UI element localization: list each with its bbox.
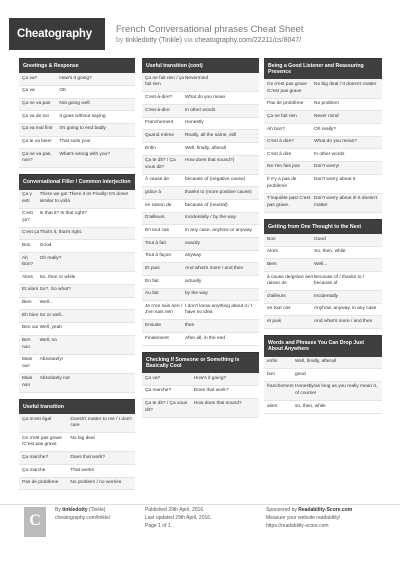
english-meaning: Well, finally, afterall: [184, 145, 226, 151]
french-phrase: À cause de: [145, 177, 170, 183]
french-phrase: bon: [267, 371, 276, 377]
english-meaning: It goes without saying: [59, 113, 106, 119]
english-meaning: Nevermind: [184, 75, 209, 81]
sponsor-url[interactable]: https://readability-score.com: [266, 522, 329, 529]
table-row: [19, 240, 135, 253]
french-phrase: Pas de problème: [22, 480, 59, 486]
english-meaning: Don't worry about it! It doesn't matter: [314, 196, 378, 208]
english-meaning: Incidentally: [314, 293, 339, 299]
table-row: [142, 263, 259, 276]
french-phrase: T'inquiète pas! C'est pas grave.: [267, 196, 311, 208]
english-meaning: Well, yeah: [39, 325, 62, 331]
english-meaning: In other words: [314, 151, 345, 157]
section-table: [142, 73, 259, 346]
section-title: Useful transition: [19, 399, 135, 414]
french-phrase: Alors: [22, 274, 33, 280]
table-row: [19, 374, 135, 393]
french-phrase: Je n'en sais rien / J'en sais rien: [145, 303, 183, 316]
table-row: [264, 137, 382, 150]
english-meaning: Honestly/as long as you really mean it, of course!: [295, 384, 378, 396]
english-meaning: Oh really?: [39, 255, 62, 261]
english-meaning: How's it going?: [193, 375, 227, 381]
table-row: [264, 401, 382, 414]
table-row: [19, 190, 135, 209]
french-phrase: Ça y est!: [22, 192, 32, 204]
french-phrase: Franchement: [145, 120, 174, 126]
english-meaning: actually: [184, 278, 202, 284]
byline: by tinkledotty (Tinkle) via cheatography.com/22211/cs/8047/: [116, 37, 302, 44]
english-meaning: Well...: [39, 300, 53, 306]
column-1: [19, 58, 135, 496]
english-meaning: No big deal / It doesn't matter: [314, 82, 377, 88]
english-meaning: Does that work?: [193, 388, 229, 394]
english-meaning: Absolutely not: [39, 376, 70, 382]
section-title: Useful transition (cont): [142, 58, 259, 73]
english-meaning: How's it going?: [59, 75, 92, 81]
french-phrase: Tout à façon: [145, 253, 172, 259]
french-phrase: Ça marche: [22, 467, 46, 473]
section: [264, 335, 382, 414]
english-meaning: because of (negative cause): [184, 177, 246, 183]
section-title: Checking If Someone or Something is Basically Cool: [142, 352, 259, 373]
english-meaning: In any case, anyhow or anyway: [184, 227, 252, 233]
section-table: [19, 190, 135, 393]
table-row: [264, 304, 382, 317]
english-meaning: Does that work?: [70, 454, 106, 460]
french-phrase: En tout cas: [145, 227, 169, 233]
table-row: [264, 175, 382, 194]
section-table: [264, 234, 382, 329]
french-phrase: Bien: [22, 300, 32, 306]
french-phrase: d'ailleurs: [267, 293, 286, 299]
table-row: [19, 433, 135, 452]
english-meaning: That works: [70, 467, 94, 473]
french-phrase: enfin: [267, 359, 278, 365]
french-phrase: Ça va: [22, 88, 35, 94]
french-phrase: Ça va?: [145, 375, 161, 381]
table-row: [142, 130, 259, 143]
english-meaning: because of (neutral): [184, 202, 228, 208]
english-meaning: Doesn't matter to me / I don't care: [70, 416, 132, 429]
page-title: French Conversational phrases Cheat Sheet: [116, 24, 304, 35]
english-meaning: Incidentally / by the way: [184, 215, 236, 221]
section-table: [264, 357, 382, 414]
french-phrase: Ça te va bien!: [22, 139, 52, 145]
french-phrase: Ça m'est égal: [22, 416, 52, 422]
table-row: [264, 124, 382, 137]
french-phrase: Ce n'est pas grave /C'est pas grave: [22, 435, 62, 448]
table-row: [264, 79, 382, 98]
table-row: [142, 105, 259, 118]
french-phrase: en tout cas: [267, 306, 291, 312]
table-row: [142, 289, 259, 302]
english-meaning: Well...: [314, 261, 328, 267]
french-phrase: C'est ça?: [22, 211, 33, 223]
table-row: [19, 86, 135, 99]
french-phrase: Ça va?: [22, 75, 38, 81]
english-meaning: Never mind: [314, 113, 339, 119]
french-phrase: franchement: [267, 384, 294, 390]
table-row: [264, 316, 382, 329]
table-row: [19, 355, 135, 374]
english-meaning: OK: [59, 88, 67, 94]
table-row: [19, 149, 135, 168]
french-phrase: Mais non: [22, 376, 33, 388]
table-row: [142, 143, 259, 156]
english-meaning: So, then or while: [39, 274, 76, 280]
table-row: [264, 272, 382, 291]
table-row: [264, 291, 382, 304]
table-row: [264, 382, 382, 401]
english-meaning: What do you mean?: [314, 139, 357, 145]
english-meaning: Absolutely!: [39, 357, 64, 363]
english-meaning: No problem: [314, 101, 339, 107]
table-row: [19, 209, 135, 228]
english-meaning: Because of / thanks to / because of: [314, 274, 365, 287]
english-meaning: Good: [314, 236, 326, 242]
english-meaning: exactly: [184, 240, 200, 246]
table-row: [264, 357, 382, 370]
french-phrase: Bien: [267, 261, 277, 267]
table-row: [142, 251, 259, 264]
section: [19, 399, 135, 490]
table-row: [19, 414, 135, 433]
table-row: [142, 399, 259, 418]
table-row: [142, 92, 259, 105]
english-meaning: Good: [39, 243, 52, 249]
table-row: [19, 336, 135, 355]
section-table: [142, 373, 259, 417]
french-phrase: Et alors: [22, 287, 39, 293]
table-row: [264, 99, 382, 112]
french-phrase: Ensuite: [145, 323, 161, 329]
section: [264, 219, 382, 329]
english-meaning: So?, So what?: [39, 287, 71, 293]
french-phrase: Ça va de soi: [22, 113, 49, 119]
french-phrase: Enfin: [145, 145, 156, 151]
column-2: [142, 58, 259, 424]
table-row: [19, 99, 135, 112]
table-row: [264, 234, 382, 247]
french-phrase: en raison de: [145, 202, 172, 208]
french-phrase: Ça va mal finir: [22, 126, 53, 132]
footer-author-link[interactable]: tinkledotty: [62, 507, 88, 513]
english-meaning: thanks to (more positive cause): [184, 190, 252, 196]
french-phrase: Et puis: [145, 265, 160, 271]
english-meaning: then: [184, 323, 195, 329]
french-phrase: Ce n'est pas grave /C'est pas grave: [267, 82, 307, 94]
author-link[interactable]: tinkledotty (Tinkle): [125, 37, 182, 44]
english-meaning: What do you mean: [184, 94, 226, 100]
table-row: [19, 465, 135, 478]
french-phrase: Finalement: [145, 335, 169, 341]
french-phrase: Bon: [22, 243, 31, 249]
table-row: [264, 194, 382, 213]
french-phrase: C'est-à-dire?: [145, 94, 173, 100]
french-phrase: à cause de/grâce àen raison de: [267, 274, 314, 287]
french-phrase: alors: [267, 403, 278, 409]
footer-author-url[interactable]: cheatography.com/tinkle/: [55, 514, 111, 521]
table-row: [142, 320, 259, 333]
english-meaning: How does that sound?): [184, 158, 235, 164]
english-meaning: Really, all the same, still: [184, 132, 237, 138]
french-phrase: Bon: [267, 236, 276, 242]
table-row: [142, 333, 259, 346]
section: [19, 174, 135, 393]
english-meaning: by the way: [184, 291, 208, 297]
english-meaning: Don't worry!: [314, 164, 340, 170]
table-row: [142, 156, 259, 175]
section-table: [19, 73, 135, 168]
footer-dates: Published 29th April, 2016. Last updated 29th April, 2016. Page 1 of 1.: [145, 507, 212, 529]
english-meaning: I don't know anything about it / I have no idea: [184, 303, 253, 316]
table-row: [264, 162, 382, 175]
table-row: [142, 225, 259, 238]
english-meaning: And what's more / and then: [184, 265, 244, 271]
table-row: [19, 452, 135, 465]
french-phrase: Ben oui: [22, 325, 39, 331]
section-title: Getting from One Thought to the Next: [264, 219, 382, 234]
table-row: [142, 276, 259, 289]
cheatography-logo[interactable]: Cheatography: [9, 18, 105, 50]
table-row: [19, 253, 135, 272]
table-row: [264, 111, 382, 124]
english-meaning: In other words: [184, 107, 216, 113]
french-phrase: Ça ne va pas, non?: [22, 151, 52, 164]
english-meaning: And what's more / and then: [314, 319, 373, 325]
french-phrase: Ah bon?: [267, 126, 285, 132]
english-meaning: Anyhow, anyway, in any case: [314, 306, 377, 312]
table-row: [19, 228, 135, 241]
french-phrase: Ah Bon?: [22, 255, 34, 268]
section-title: Conversational Filler / Common interjection: [19, 174, 135, 189]
footer-author: By tinkledotty (Tinkle) cheatography.com/tinkle/: [55, 507, 111, 521]
french-phrase: Ça te dit? / Ça vous dit?: [145, 158, 176, 170]
table-row: [19, 478, 135, 491]
table-row: [142, 73, 259, 92]
french-phrase: C'est-à-dire: [145, 107, 170, 113]
french-phrase: Ça marche?: [145, 388, 172, 394]
french-phrase: Eh bien: [22, 312, 39, 318]
english-meaning: After all, in the end: [184, 335, 225, 341]
french-phrase: Ça te dit? / Ça vous dit?: [145, 401, 188, 413]
english-meaning: No big deal: [70, 435, 95, 441]
french-phrase: Ça marche?: [22, 454, 49, 460]
english-meaning: Well, no: [39, 338, 57, 344]
french-phrase: Au fait: [145, 291, 159, 297]
table-row: [142, 118, 259, 131]
french-phrase: et puis: [267, 319, 282, 325]
french-phrase: C'est à dire: [267, 151, 292, 157]
table-row: [142, 301, 259, 320]
french-phrase: Tout à fait: [145, 240, 166, 246]
english-meaning: That suits you!: [59, 139, 91, 145]
french-phrase: Il n'y a pas de problème: [267, 177, 297, 189]
table-row: [19, 272, 135, 285]
french-phrase: Quand même: [145, 132, 175, 138]
sponsor-link[interactable]: Readability-Score.com: [298, 507, 353, 513]
french-phrase: C'est à dire?: [267, 139, 294, 145]
table-row: [19, 73, 135, 86]
french-phrase: D'ailleurs: [145, 215, 165, 221]
english-meaning: It's going to end badly: [59, 126, 106, 132]
english-meaning: Is that it? Is that right?: [39, 211, 87, 217]
section: [19, 58, 135, 168]
table-row: [142, 200, 259, 213]
french-phrase: Mais oui!: [22, 357, 33, 369]
table-row: [264, 149, 382, 162]
english-meaning: anyway: [184, 253, 202, 259]
english-meaning: So, then, while: [314, 249, 346, 255]
french-phrase: Ben non: [22, 338, 31, 350]
french-phrase: Pas de problème: [267, 101, 304, 107]
table-row: [142, 373, 259, 386]
section-title: Words and Phrases You Can Drop Just About Anywhere: [264, 335, 382, 356]
french-phrase: C'est ça: [22, 230, 40, 236]
english-meaning: Honestly: [184, 120, 204, 126]
table-row: [142, 187, 259, 200]
section: [142, 58, 259, 346]
section-table: [19, 414, 135, 490]
table-row: [19, 137, 135, 150]
english-meaning: What's wrong with you?: [59, 151, 110, 157]
table-row: [264, 247, 382, 260]
english-meaning: Oh really?: [314, 126, 336, 132]
english-meaning: good: [295, 371, 306, 377]
table-row: [19, 285, 135, 298]
table-row: [19, 124, 135, 137]
section: [264, 58, 382, 213]
english-meaning: so, then, while: [295, 403, 326, 409]
english-meaning: So or well...: [39, 312, 65, 318]
english-meaning: Well, finally, afterall: [295, 359, 336, 365]
french-phrase: En fait: [145, 278, 159, 284]
footer-sponsor: Sponsored by Readability-Score.com Measure your website readability! https://readability-score.com: [266, 507, 353, 529]
english-meaning: That's it, that's right.: [39, 230, 83, 236]
english-meaning: Not going well: [59, 101, 90, 107]
table-row: [142, 175, 259, 188]
english-meaning: There we go! There it is! Finally! It's done! similar to voilà: [39, 192, 129, 204]
table-row: [142, 386, 259, 399]
french-phrase: grâce à: [145, 190, 161, 196]
table-row: [19, 298, 135, 311]
author-avatar: C: [24, 507, 46, 537]
table-row: [19, 111, 135, 124]
section-title: Being a Good Listener and Reassuring Presence: [264, 58, 382, 79]
table-row: [142, 213, 259, 226]
section-table: [264, 79, 382, 212]
table-row: [264, 369, 382, 382]
table-row: [264, 259, 382, 272]
english-meaning: No problem / no worries: [70, 480, 122, 486]
page-header: [0, 0, 400, 64]
english-meaning: How does that sound?: [193, 401, 242, 407]
english-meaning: Don't worry about it: [314, 177, 356, 183]
french-phrase: Alors: [267, 249, 278, 255]
french-phrase: Ça ne fait rien / ça fait rien: [145, 75, 184, 88]
section: [142, 352, 259, 418]
french-phrase: Ne t'en fais pas: [267, 164, 300, 170]
column-3: [264, 58, 382, 420]
section-title: Greetings & Response: [19, 58, 135, 73]
sheet-url-link[interactable]: cheatography.com/22211/cs/8047/: [194, 37, 302, 44]
french-phrase: Ça ne fait rien: [267, 113, 297, 119]
french-phrase: Ça ne va pas: [22, 101, 51, 107]
table-row: [142, 238, 259, 251]
table-row: [19, 310, 135, 323]
table-row: [19, 323, 135, 336]
